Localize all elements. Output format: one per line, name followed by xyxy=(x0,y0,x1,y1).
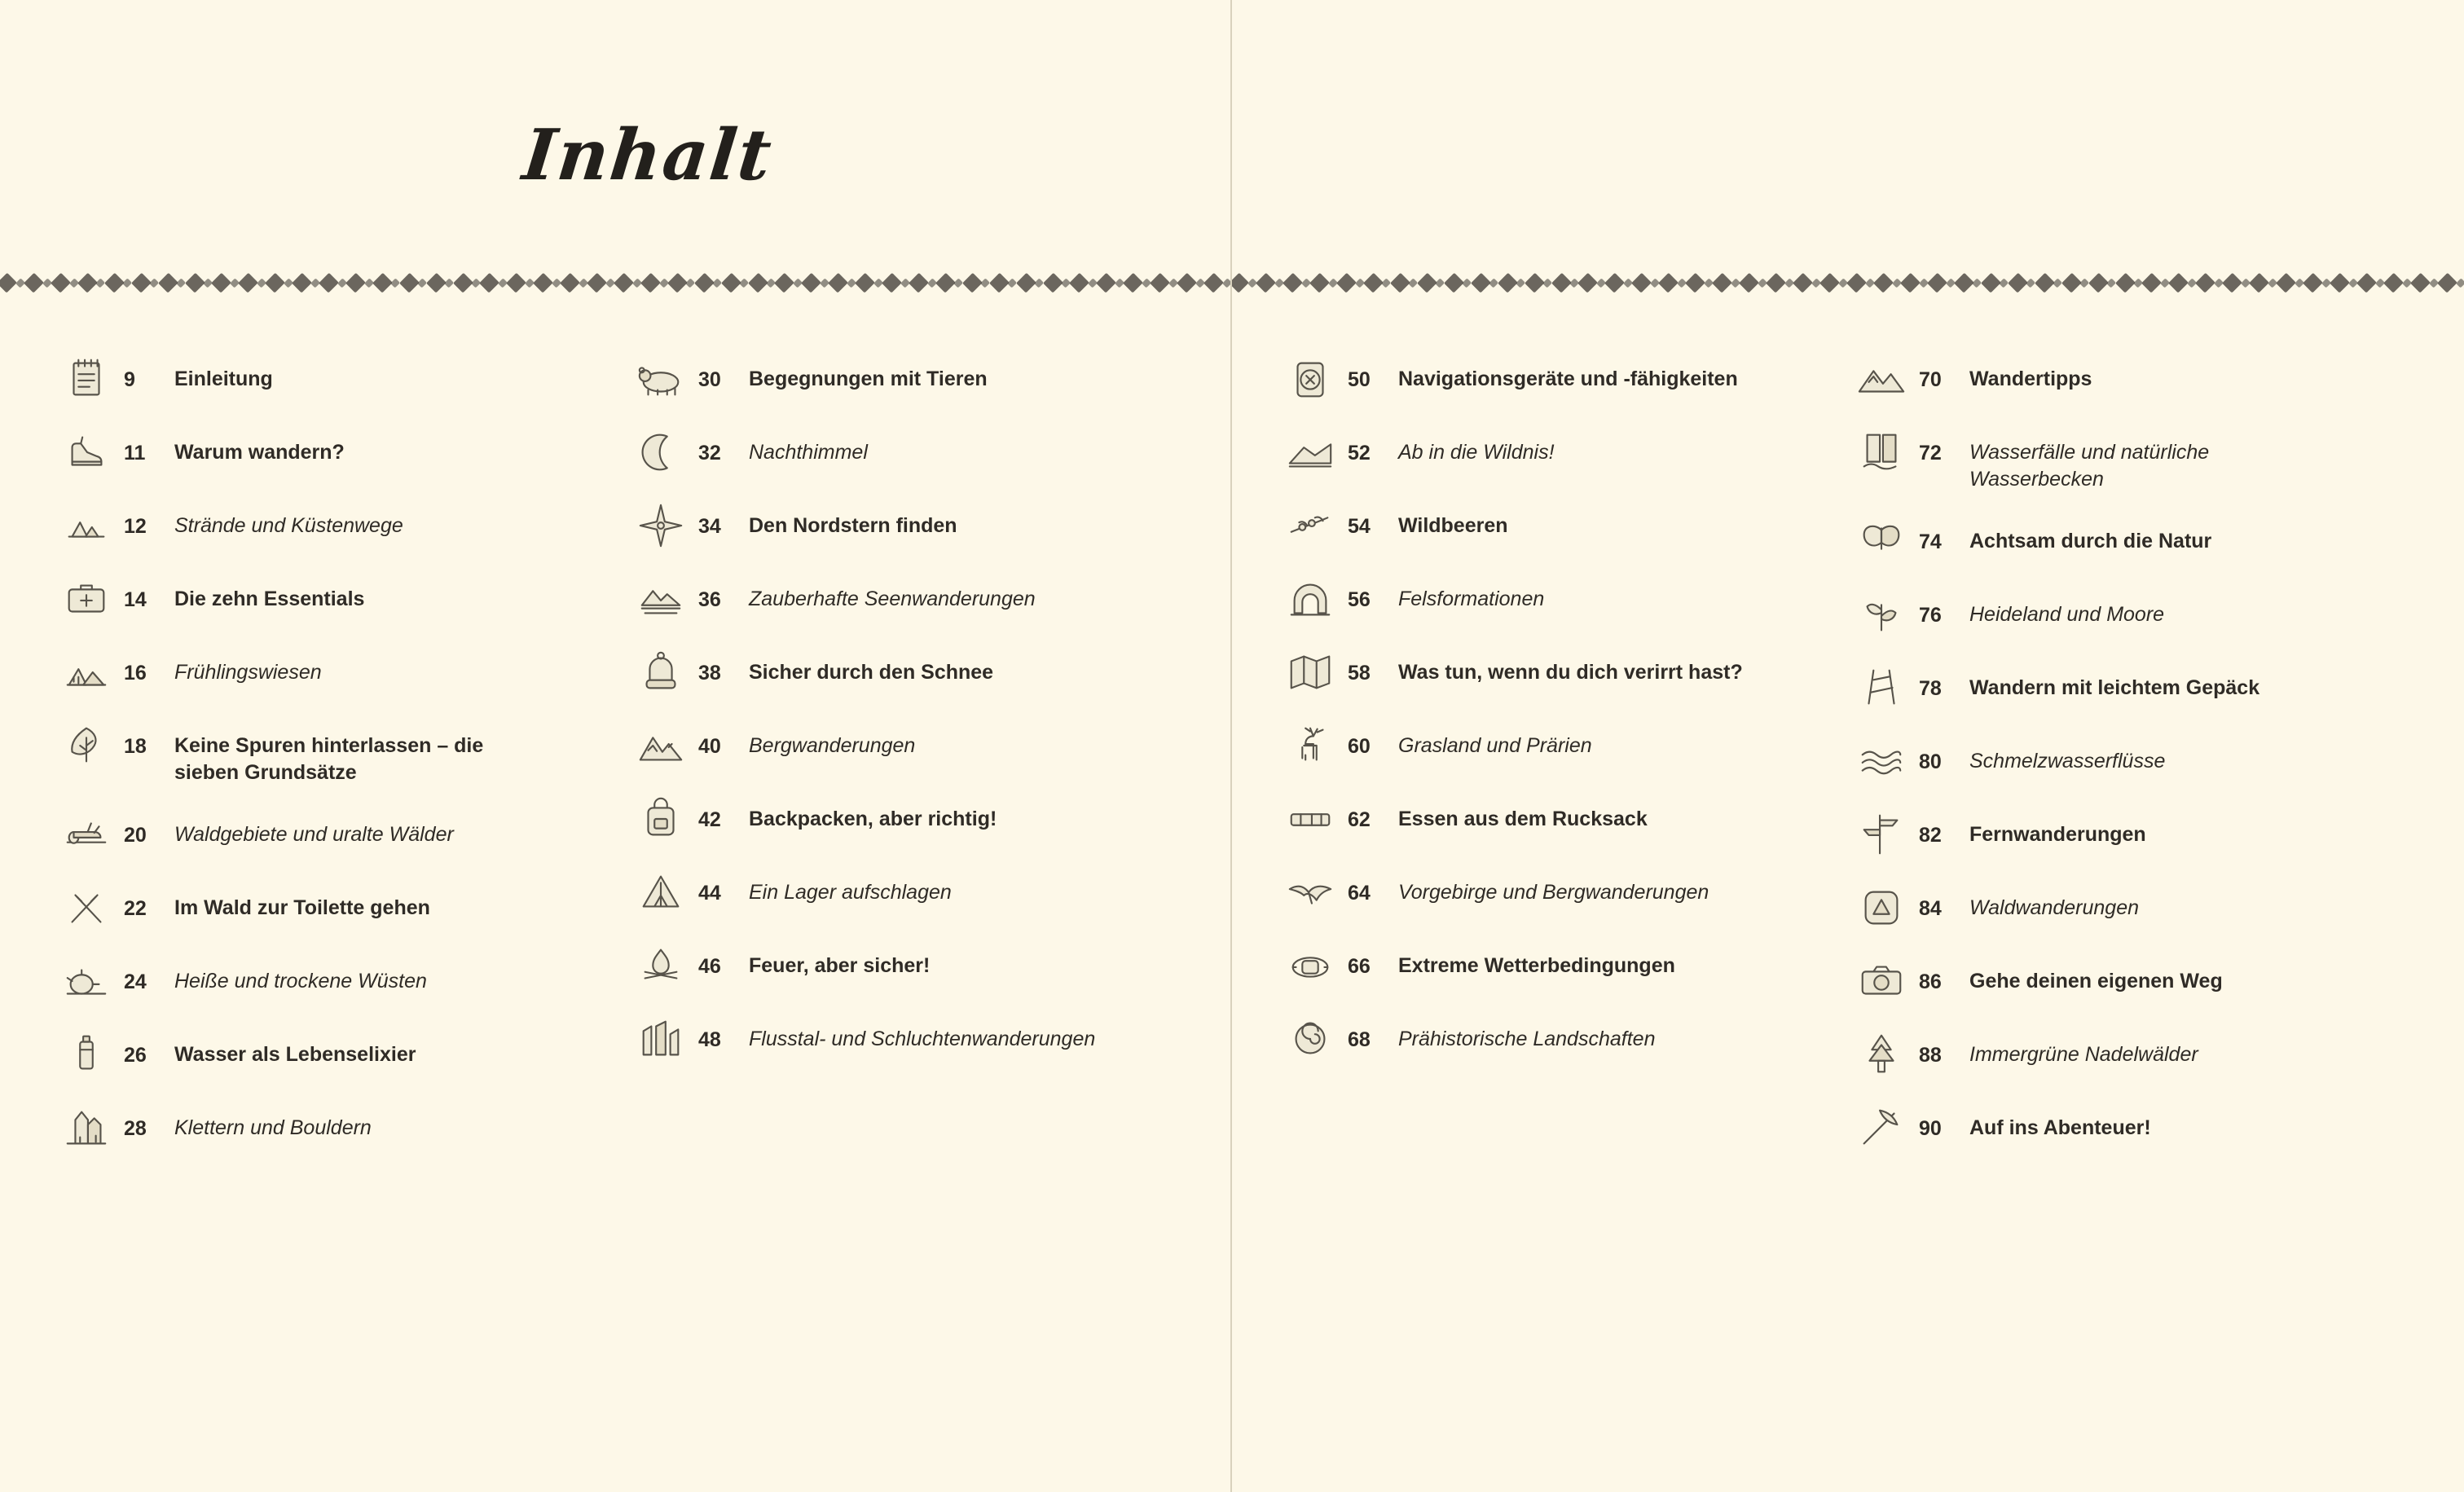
toc-page-number: 22 xyxy=(124,897,147,920)
toc-entry[interactable] xyxy=(49,579,623,624)
diamond-ornament xyxy=(962,273,982,293)
campfire-icon xyxy=(623,940,698,991)
toc-entry[interactable] xyxy=(1844,1034,2415,1080)
toc-entry-label: Fernwanderungen xyxy=(1969,823,2146,846)
toc-entry[interactable] xyxy=(1844,359,2415,404)
toc-entry[interactable] xyxy=(623,945,1198,991)
diamond-ornament xyxy=(1525,273,1544,293)
toc-entry[interactable] xyxy=(623,725,1198,771)
toc-entry[interactable] xyxy=(1844,741,2415,786)
diamond-ornament xyxy=(158,273,178,293)
diamond-ornament xyxy=(1578,273,1598,293)
toc-entry-label: Schmelzwasserflüsse xyxy=(1969,750,2166,772)
meadow-hills-icon xyxy=(49,647,124,698)
toc-entry[interactable] xyxy=(1273,799,1844,844)
rock-arch-icon xyxy=(1273,574,1348,624)
toc-entry[interactable] xyxy=(49,652,623,698)
toc-entry-label: Extreme Wetterbedingungen xyxy=(1398,954,1675,977)
toc-entry-label: Ab in die Wildnis! xyxy=(1398,441,1555,464)
headlamp-icon xyxy=(1273,940,1348,991)
toc-page-number: 48 xyxy=(698,1028,721,1051)
diamond-ornament xyxy=(1954,273,1973,293)
diamond-ornament xyxy=(909,273,928,293)
toc-entry[interactable] xyxy=(1273,579,1844,624)
diamond-ornament xyxy=(1900,273,1920,293)
toc-entry[interactable] xyxy=(1844,961,2415,1006)
bear-icon xyxy=(623,354,698,404)
toc-entry-label: Im Wald zur Toilette gehen xyxy=(174,896,430,919)
toc-entry-label: Heiße und trockene Wüsten xyxy=(174,970,427,992)
toc-entry-label: Vorgebirge und Bergwanderungen xyxy=(1398,881,1709,904)
toc-entry[interactable] xyxy=(49,725,623,786)
diamond-ornament xyxy=(2276,273,2295,293)
toc-page-number: 36 xyxy=(698,588,721,611)
toc-entry[interactable] xyxy=(1273,872,1844,918)
toc-entry[interactable] xyxy=(1273,505,1844,551)
diamond-ornament xyxy=(506,273,526,293)
toc-page-number: 76 xyxy=(1919,604,1942,627)
toc-entry-label: Gehe deinen eigenen Weg xyxy=(1969,970,2223,992)
ornamental-divider-right xyxy=(1232,269,2464,297)
toc-entry[interactable] xyxy=(49,961,623,1006)
toc-columns-right xyxy=(1232,359,2464,1181)
diamond-ornament xyxy=(1016,273,1036,293)
toc-entry[interactable] xyxy=(49,432,623,478)
toc-page-number: 56 xyxy=(1348,588,1371,611)
diamond-ornament xyxy=(882,273,901,293)
toc-entry[interactable] xyxy=(49,814,623,860)
toc-page-number: 66 xyxy=(1348,955,1371,978)
diamond-ornament xyxy=(614,273,633,293)
diamond-ornament xyxy=(721,273,741,293)
toc-entry-label: Wasserfälle und natürliche Wasserbecken xyxy=(1969,441,2210,491)
diamond-ornament xyxy=(1793,273,1812,293)
diamond-ornament xyxy=(1927,273,1947,293)
diamond-ornament xyxy=(2437,273,2457,293)
toc-page-number: 11 xyxy=(124,442,146,464)
diamond-ornament xyxy=(51,273,70,293)
compass-star-icon xyxy=(623,500,698,551)
diamond-ornament xyxy=(104,273,124,293)
butterfly-icon xyxy=(1844,516,1919,566)
diamond-ornament xyxy=(2249,273,2268,293)
diamond-ornament xyxy=(1444,273,1463,293)
cactus-desert-icon xyxy=(49,956,124,1006)
diamond-ornament xyxy=(1417,273,1437,293)
diamond-ornament xyxy=(1819,273,1839,293)
diamond-ornament xyxy=(1498,273,1517,293)
diamond-ornament xyxy=(1551,273,1571,293)
diamond-ornament-small xyxy=(2456,278,2464,288)
toc-page-number: 38 xyxy=(698,662,721,684)
tent-icon xyxy=(623,867,698,918)
diamond-ornament xyxy=(1123,273,1142,293)
ornamental-divider xyxy=(0,269,1230,297)
toc-entry-label: Wandern mit leichtem Gepäck xyxy=(1969,676,2260,699)
toc-entry[interactable] xyxy=(1273,725,1844,771)
toc-entry-label: Was tun, wenn du dich verirrt hast? xyxy=(1398,661,1743,684)
diamond-ornament xyxy=(1390,273,1410,293)
toc-page-number: 44 xyxy=(698,882,721,904)
toc-page-number: 82 xyxy=(1919,824,1942,847)
diamond-ornament xyxy=(2088,273,2108,293)
toc-entry[interactable] xyxy=(623,1019,1198,1064)
toc-entry[interactable] xyxy=(1273,432,1844,478)
diamond-ornament xyxy=(587,273,606,293)
toc-page-number: 16 xyxy=(124,662,147,684)
toc-entry-label: Immergrüne Nadelwälder xyxy=(1969,1043,2198,1066)
toc-columns-left xyxy=(0,359,1230,1181)
map-icon xyxy=(1273,647,1348,698)
diamond-ornament xyxy=(560,273,579,293)
diamond-ornament xyxy=(989,273,1009,293)
diamond-ornament xyxy=(77,273,97,293)
toc-page-number: 74 xyxy=(1919,530,1942,553)
toc-entry[interactable] xyxy=(623,505,1198,551)
toc-page-number: 50 xyxy=(1348,368,1371,391)
diamond-ornament xyxy=(1232,273,1249,293)
diamond-ornament xyxy=(2061,273,2081,293)
toc-page-number: 62 xyxy=(1348,808,1371,831)
diamond-ornament xyxy=(935,273,955,293)
toc-page-number: 34 xyxy=(698,515,721,538)
fossil-ammonite-icon xyxy=(1273,1014,1348,1064)
diamond-ornament xyxy=(1471,273,1490,293)
toc-column-left-2 xyxy=(623,359,1198,1181)
toc-column-right-2 xyxy=(1844,359,2415,1181)
toc-entry[interactable] xyxy=(49,359,623,404)
toc-entry-label: Einleitung xyxy=(174,367,273,390)
camera-icon xyxy=(1844,956,1919,1006)
toc-entry-label: Prähistorische Landschaften xyxy=(1398,1028,1656,1050)
diamond-ornament xyxy=(1256,273,1275,293)
toc-page-number: 12 xyxy=(124,515,147,538)
diamond-ornament xyxy=(319,273,338,293)
page-title: Inhalt xyxy=(518,114,777,196)
diamond-ornament xyxy=(775,273,794,293)
diamond-ornament xyxy=(1604,273,1624,293)
diamond-ornament xyxy=(1043,273,1063,293)
fallen-log-icon xyxy=(49,809,124,860)
toc-entry[interactable] xyxy=(1844,814,2415,860)
water-bottle-icon xyxy=(49,1029,124,1080)
toc-entry-label: Zauberhafte Seenwanderungen xyxy=(749,588,1036,610)
toc-entry[interactable] xyxy=(1844,521,2415,566)
diamond-ornament xyxy=(1685,273,1705,293)
toc-entry-label: Backpacken, aber richtig! xyxy=(749,808,997,830)
diamond-ornament xyxy=(2008,273,2027,293)
toc-page-number: 40 xyxy=(698,735,721,758)
diamond-ornament xyxy=(1739,273,1758,293)
toc-page-number: 42 xyxy=(698,808,721,831)
diamond-ornament xyxy=(2195,273,2215,293)
toc-page-number: 30 xyxy=(698,368,721,391)
toc-entry-label: Ein Lager aufschlagen xyxy=(749,881,952,904)
toc-page-number: 18 xyxy=(124,735,147,758)
boot-icon xyxy=(49,427,124,478)
mountain-range-icon xyxy=(623,720,698,771)
toc-page-number: 86 xyxy=(1919,970,1942,993)
toc-entry-label: Waldwanderungen xyxy=(1969,896,2140,919)
toc-entry-label: Heideland und Moore xyxy=(1969,603,2165,626)
toc-entry[interactable] xyxy=(49,505,623,551)
backpack-icon xyxy=(623,794,698,844)
toc-entry-label: Wildbeeren xyxy=(1398,514,1508,537)
diamond-ornament xyxy=(1766,273,1785,293)
toc-entry-label: Feuer, aber sicher! xyxy=(749,954,931,977)
toc-entry[interactable] xyxy=(623,799,1198,844)
diamond-ornament xyxy=(2115,273,2135,293)
diamond-ornament xyxy=(2222,273,2242,293)
trekking-poles-icon xyxy=(1844,662,1919,713)
toc-page-number: 70 xyxy=(1919,368,1942,391)
canyon-icon xyxy=(623,1014,698,1064)
toc-entry[interactable] xyxy=(1273,359,1844,404)
toc-entry-label: Achtsam durch die Natur xyxy=(1969,530,2212,552)
toc-entry[interactable] xyxy=(1844,667,2415,713)
diamond-ornament xyxy=(2303,273,2322,293)
diamond-ornament xyxy=(1846,273,1866,293)
diamond-ornament xyxy=(426,273,446,293)
pickaxe-icon xyxy=(1844,1102,1919,1153)
toc-entry-label: Wasser als Lebenselixier xyxy=(174,1043,416,1066)
diamond-ornament xyxy=(292,273,311,293)
toc-entry[interactable] xyxy=(1844,887,2415,933)
toc-entry[interactable] xyxy=(623,872,1198,918)
diamond-ornament xyxy=(238,273,257,293)
toc-entry-label: Auf ins Abenteuer! xyxy=(1969,1116,2151,1139)
toc-entry[interactable] xyxy=(49,1107,623,1153)
rock-climbing-icon xyxy=(49,1102,124,1153)
mountain-peaks-icon xyxy=(1844,354,1919,404)
shrub-icon xyxy=(1844,589,1919,640)
toc-page-number: 54 xyxy=(1348,515,1371,538)
diamond-ornament-small xyxy=(1222,278,1230,288)
diamond-ornament xyxy=(265,273,284,293)
diamond-ornament xyxy=(801,273,821,293)
diamond-ornament xyxy=(0,273,17,293)
toc-entry-label: Felsformationen xyxy=(1398,588,1545,610)
toc-entry-label: Navigationsgeräte und -fähigkeiten xyxy=(1398,367,1738,390)
toc-page-number: 52 xyxy=(1348,442,1371,464)
diamond-ornament xyxy=(694,273,714,293)
toc-page-number: 64 xyxy=(1348,882,1371,904)
toc-page-number: 88 xyxy=(1919,1044,1942,1067)
toc-entry[interactable] xyxy=(623,359,1198,404)
toc-page-number: 84 xyxy=(1919,897,1942,920)
toc-entry[interactable] xyxy=(1844,594,2415,640)
toc-entry[interactable] xyxy=(1273,652,1844,698)
trail-signpost-icon xyxy=(1844,809,1919,860)
crescent-moon-icon xyxy=(623,427,698,478)
toc-page-number: 32 xyxy=(698,442,721,464)
toc-page-number: 68 xyxy=(1348,1028,1371,1051)
toc-page-number: 20 xyxy=(124,824,147,847)
toc-entry[interactable] xyxy=(1844,1107,2415,1153)
toc-page-number: 90 xyxy=(1919,1117,1942,1140)
leaf-icon xyxy=(49,720,124,771)
diamond-ornament xyxy=(855,273,874,293)
diamond-ornament xyxy=(131,273,151,293)
diamond-ornament xyxy=(2169,273,2189,293)
diamond-ornament xyxy=(185,273,205,293)
lake-mountain-icon xyxy=(623,574,698,624)
toc-page-number: 60 xyxy=(1348,735,1371,758)
toc-entry-label: Strände und Küstenwege xyxy=(174,514,403,537)
diamond-ornament xyxy=(828,273,847,293)
toc-page-number: 46 xyxy=(698,955,721,978)
diamond-ornament xyxy=(2410,273,2430,293)
diamond-ornament xyxy=(1177,273,1196,293)
diamond-ornament xyxy=(1309,273,1329,293)
toc-entry-label: Flusstal- und Schluchtenwanderungen xyxy=(749,1028,1096,1050)
toc-page-number: 80 xyxy=(1919,750,1942,773)
diamond-ornament xyxy=(1069,273,1089,293)
diamond-ornament xyxy=(1096,273,1115,293)
first-aid-kit-icon xyxy=(49,574,124,624)
toc-entry[interactable] xyxy=(1273,945,1844,991)
diamond-ornament xyxy=(399,273,419,293)
toc-entry-label: Wandertipps xyxy=(1969,367,2092,390)
toc-page-number: 58 xyxy=(1348,662,1371,684)
toc-entry[interactable] xyxy=(1273,1019,1844,1064)
diamond-ornament xyxy=(533,273,552,293)
diamond-ornament xyxy=(1283,273,1302,293)
diamond-ornament xyxy=(1150,273,1169,293)
diamond-ornament xyxy=(2035,273,2054,293)
energy-bar-icon xyxy=(1273,794,1348,844)
diamond-ornament xyxy=(1631,273,1651,293)
toc-page-number: 78 xyxy=(1919,677,1942,700)
toc-page-number: 14 xyxy=(124,588,147,611)
diamond-ornament xyxy=(1981,273,2000,293)
toc-page-number: 28 xyxy=(124,1117,147,1140)
berry-branch-icon xyxy=(1273,500,1348,551)
diamond-ornament xyxy=(1203,273,1223,293)
pine-tree-icon xyxy=(1844,1029,1919,1080)
toc-entry-label: Die zehn Essentials xyxy=(174,588,365,610)
notebook-icon xyxy=(49,354,124,404)
toc-entry-label: Begegnungen mit Tieren xyxy=(749,367,988,390)
toc-page-number: 24 xyxy=(124,970,147,993)
diamond-ornament xyxy=(667,273,687,293)
right-page xyxy=(1232,0,2464,1492)
trail-badge-icon xyxy=(1844,882,1919,933)
toc-entry-label: Nachthimmel xyxy=(749,441,868,464)
crossed-trowel-icon xyxy=(49,882,124,933)
toc-entry-label: Keine Spuren hinterlassen – die sieben Grundsätze xyxy=(174,734,484,784)
deer-icon xyxy=(1273,720,1348,771)
diamond-ornament xyxy=(24,273,43,293)
toc-entry-label: Klettern und Bouldern xyxy=(174,1116,372,1139)
diamond-ornament xyxy=(2356,273,2376,293)
toc-entry[interactable] xyxy=(49,1034,623,1080)
diamond-ornament xyxy=(1712,273,1731,293)
toc-entry[interactable] xyxy=(49,887,623,933)
diamond-ornament xyxy=(211,273,231,293)
diamond-ornament xyxy=(1658,273,1678,293)
toc-entry-label: Sicher durch den Schnee xyxy=(749,661,994,684)
diamond-ornament xyxy=(640,273,660,293)
toc-entry-label: Essen aus dem Rucksack xyxy=(1398,808,1648,830)
toc-page-number: 72 xyxy=(1919,442,1942,464)
wilderness-ridge-icon xyxy=(1273,427,1348,478)
toc-entry-label: Den Nordstern finden xyxy=(749,514,957,537)
diamond-ornament xyxy=(1363,273,1383,293)
diamond-ornament xyxy=(372,273,392,293)
waterfall-icon xyxy=(1844,427,1919,478)
toc-entry[interactable] xyxy=(623,432,1198,478)
toc-entry[interactable] xyxy=(623,652,1198,698)
toc-entry-label: Frühlingswiesen xyxy=(174,661,322,684)
compass-device-icon xyxy=(1273,354,1348,404)
diamond-ornament xyxy=(2142,273,2162,293)
toc-entry-label: Bergwanderungen xyxy=(749,734,916,757)
toc-entry-label: Warum wandern? xyxy=(174,441,345,464)
toc-entry-label: Waldgebiete und uralte Wälder xyxy=(174,823,454,846)
toc-page-number: 9 xyxy=(124,368,135,391)
diamond-ornament xyxy=(1336,273,1356,293)
diamond-ornament xyxy=(1873,273,1893,293)
winter-hat-icon xyxy=(623,647,698,698)
toc-page-number: 26 xyxy=(124,1044,147,1067)
diamond-ornament xyxy=(748,273,768,293)
toc-column-left-1 xyxy=(49,359,623,1181)
water-ripples-icon xyxy=(1844,736,1919,786)
toc-entry[interactable] xyxy=(623,579,1198,624)
diamond-ornament xyxy=(453,273,473,293)
eagle-icon xyxy=(1273,867,1348,918)
toc-column-right-1 xyxy=(1273,359,1844,1181)
diamond-ornament xyxy=(480,273,499,293)
toc-entry-label: Grasland und Prärien xyxy=(1398,734,1592,757)
diamond-ornament xyxy=(2383,273,2403,293)
diamond-ornament xyxy=(2330,273,2349,293)
diamond-ornament xyxy=(345,273,365,293)
toc-entry[interactable] xyxy=(1844,432,2415,493)
coastal-rocks-icon xyxy=(49,500,124,551)
